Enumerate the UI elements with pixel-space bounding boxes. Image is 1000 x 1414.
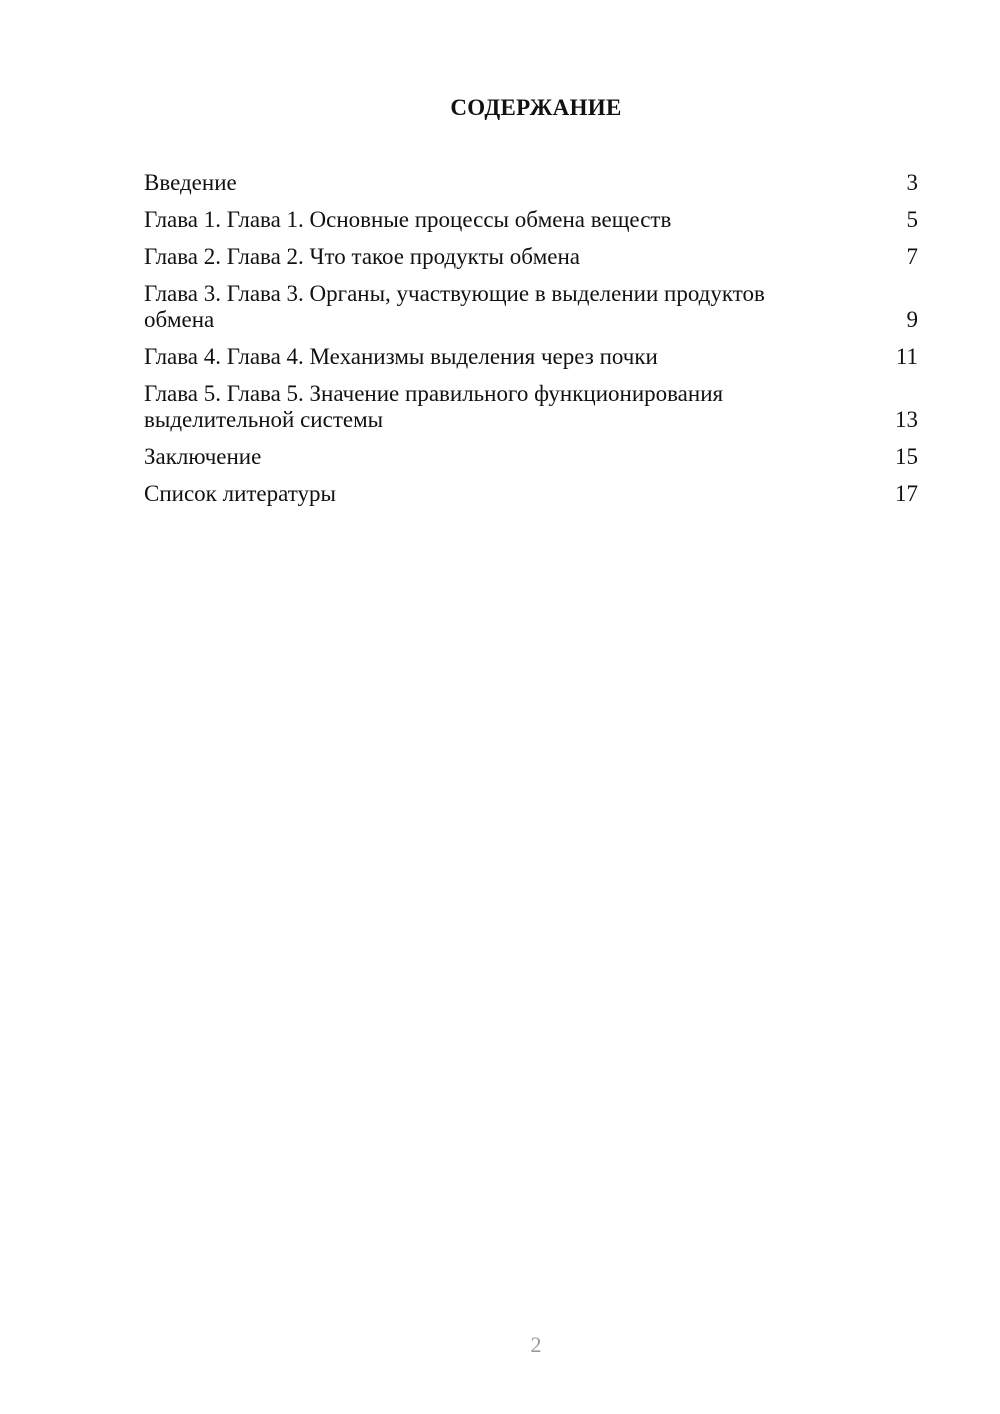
toc-entry-title: Введение [144,170,237,195]
toc-entry-chapter-2 [144,244,918,270]
toc-entry-references [144,481,918,507]
toc-entry-page: 13 [895,407,918,432]
toc-entry-chapter-3 [144,281,918,333]
toc-entry-page: 5 [906,207,918,232]
toc-entry-chapter-1 [144,207,918,233]
toc-entry-page: 17 [895,481,918,506]
toc-entry-title: Глава 5. Глава 5. Значение правильного функционирования выделительной системы [144,381,724,432]
toc-entry-title: Глава 1. Глава 1. Основные процессы обмена веществ [144,207,672,232]
toc-entry-title: Список литературы [144,481,336,506]
toc-entry-page: 15 [895,444,918,469]
toc-entry-page: 9 [906,307,918,332]
toc-entry-page: 7 [906,244,918,269]
toc-entry-page: 11 [895,344,918,369]
toc-entry-page: 3 [906,170,918,195]
toc-entry-title: Заключение [144,444,262,469]
page-title: СОДЕРЖАНИЕ [450,95,622,120]
toc-entry-title: Глава 4. Глава 4. Механизмы выделения через почки [144,344,658,369]
toc-entry-introduction [144,170,918,196]
toc-entry-chapter-5 [144,381,918,433]
toc-entry-chapter-4 [144,344,918,370]
toc-entry-title: Глава 3. Глава 3. Органы, участвующие в выделении продуктов обмена [144,281,765,332]
page-number: 2 [530,1332,542,1357]
table-of-contents [144,170,918,518]
toc-entry-conclusion [144,444,918,470]
toc-entry-title: Глава 2. Глава 2. Что такое продукты обмена [144,244,581,269]
